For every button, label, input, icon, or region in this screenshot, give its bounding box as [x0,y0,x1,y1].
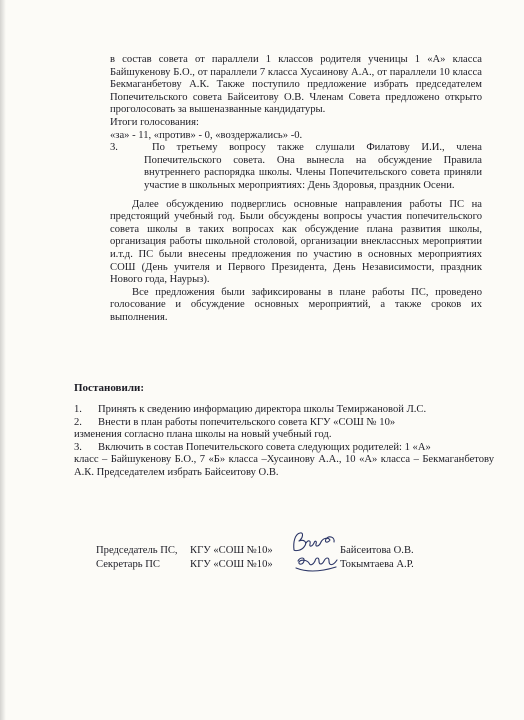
agenda-item-3-text: По третьему вопросу также слушали Филатову И.И., члена Попечительского совета. Она вынесла на обсуждение Правила внутреннего распорядка школы. Члены Попечительского совета приняли участие в школьных мероприятиях: День Здоровья, праздник Осени. [144,142,482,191]
agenda-item-3 [110,142,482,192]
paragraph-discussion: Далее обсуждению подверглись основные направления работы ПС на предстоящий учебный год. Были обсуждены вопросы участия попечительского совета школы в таких вопросах как обсуждение плана развития школы, организация работы школьной столовой, организации внеклассных мероприятии и.т.д. ПС были внесены предложения по участию в основных мероприятиях СОШ (День учителя и Первого Президента, День Независимости, праздник Нового года, Наурыз). [110,198,482,286]
resolution-item-number: 1. [74,404,82,415]
chair-organization: КГУ «СОШ №10» [190,545,273,556]
resolution-item-number: 2. [74,416,82,428]
resolution-item-text: Внести в план работы попечительского совета КГУ «СОШ № 10» [98,416,396,428]
secretary-name: Токымтаева А.Р. [340,559,414,570]
vote-result: «за» - 11, «против» - 0, «воздержались» -0. [110,129,303,141]
resolution-item-text: Включить в состав Попечительского совета следующих родителей: 1 «А» [98,441,431,453]
handwritten-signature-icon [288,528,344,580]
vote-heading: Итоги голосования: [110,116,199,128]
paragraph-plan: Все предложения были зафиксированы в плане работы ПС, проведено голосование и обсуждение основных мероприятий, а также сроков их выполнения. [110,286,482,323]
resolution-item-number: 3. [74,441,82,453]
chair-name: Байсеитова О.В. [340,545,414,556]
resolution-item-continuation: изменения согласно плана школы на новый учебный год. [74,429,332,441]
resolution-item-text: Принять к сведению информацию директора школы Темиржановой Л.С. [98,404,427,415]
scan-shadow-edge [0,0,6,720]
secretary-role: Секретарь ПС [96,559,160,570]
resolution-item-2 [74,417,494,430]
resolution-item-continuation: класс – Байшукенову Б.О., 7 «Б» класса –Хусаинову А.А., 10 «А» класса – Бекмаганбетову А.К. Председателем избрать Байсеитову О.В. [74,454,494,478]
resolution-heading: Постановили: [74,382,144,394]
resolution-list [74,404,494,480]
resolution-item-1 [74,404,494,417]
minutes-continuation [110,54,482,324]
resolution-item-3 [74,442,494,455]
chair-role: Председатель ПС, [96,545,178,556]
paragraph-council-composition: в состав совета от параллели 1 классов родителя ученицы 1 «А» класса Байшукенову Б.О., от параллели 7 класса Хусаинову А.А., от параллели 10 класса Бекмаганбетову А.К. Также поступило предложение избрать председателем Попечительского совета Байсеитову О.В. Членам Совета предложено открыто проголосовать за вышеназванные кандидатуры. [110,54,482,116]
secretary-organization: КГУ «СОШ №10» [190,559,273,570]
agenda-item-3-number: 3. [110,142,118,154]
